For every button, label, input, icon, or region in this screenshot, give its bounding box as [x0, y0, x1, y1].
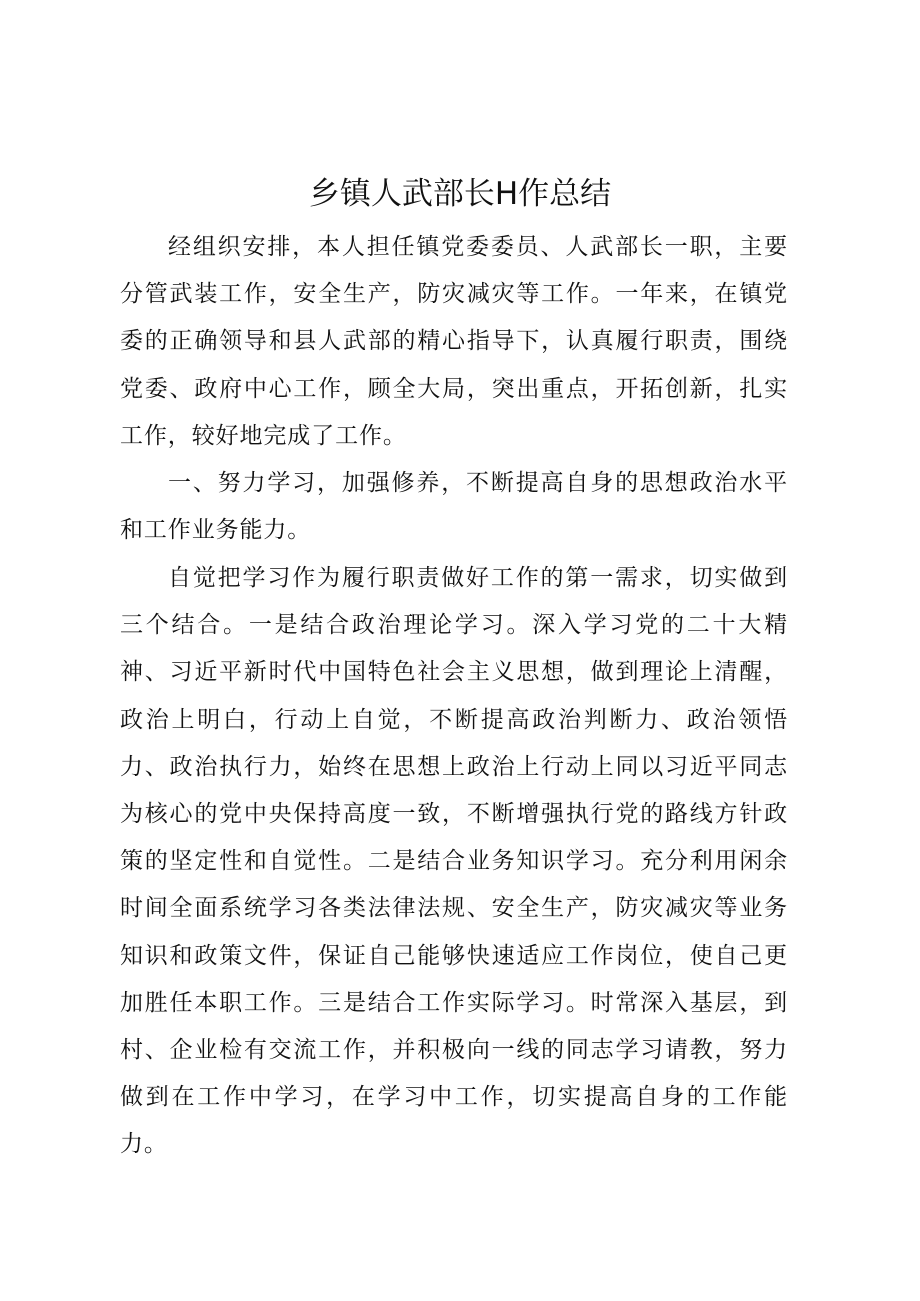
paragraph-study: 自觉把学习作为履行职责做好工作的第一需求，切实做到三个结合。一是结合政治理论学习。深入学习党的二十大精神、习近平新时代中国特色社会主义思想，做到理论上清醒，政治上明白，行动上自觉，不断提高政治判断力、政治领悟力、政治执行力，始终在思想上政治上行动上同以习近平同志为核心的党中央保持高度一致，不断增强执行党的路线方针政策的坚定性和自觉性。二是结合业务知识学习。充分利用闲余时间全面系统学习各类法律法规、安全生产，防灾减灾等业务知识和政策文件，保证自己能够快速适应工作岗位，使自己更加胜任本职工作。三是结合工作实际学习。时常深入基层，到村、企业检有交流工作，并积极向一线的同志学习请教，努力做到在工作中学习，在学习中工作，切实提高自身的工作能力。: [120, 565, 788, 1158]
section-heading-1: 一、努力学习，加强修养，不断提高自身的思想政治水平和工作业务能力。: [120, 470, 788, 544]
document-title: 乡镇人武部长H作总结: [308, 176, 612, 212]
paragraph-intro: 经组织安排，本人担任镇党委委员、人武部长一职，主要分管武装工作，安全生产，防灾减灾等工作。一年来，在镇党委的正确领导和县人武部的精心指导下，认真履行职责，围绕党委、政府中心工作，顾全大局，突出重点，开拓创新，扎实工作，较好地完成了工作。: [120, 234, 788, 449]
